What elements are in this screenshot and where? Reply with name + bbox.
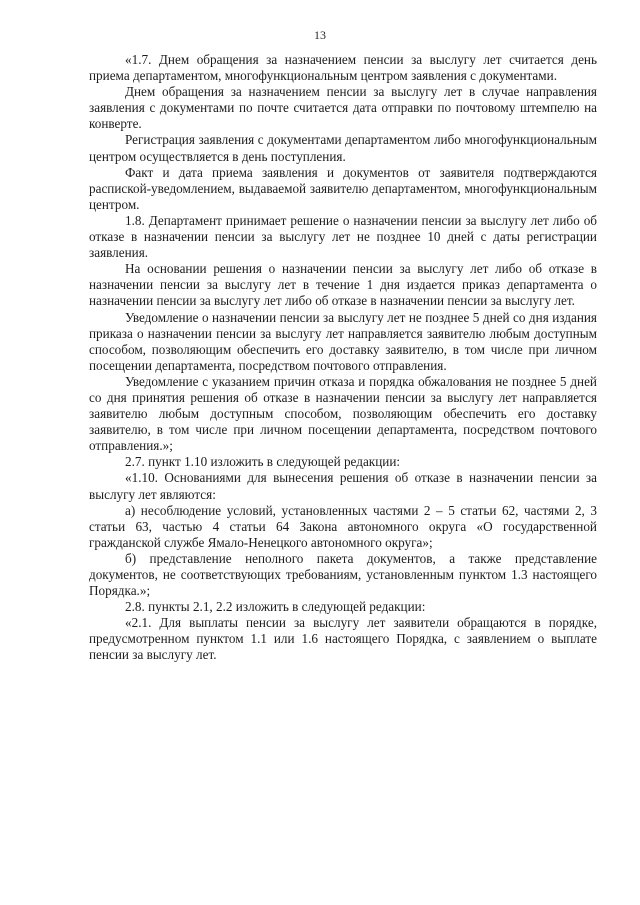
paragraph-grant-notification: Уведомление о назначении пенсии за выслугу лет не позднее 5 дней со дня издания приказа о назначении пенсии за выслугу лет направляется заявителю любым доступным способом, позволяющим обеспечить его доставку заявителю, в том числе при личном посещении департамента, посредством почтового отправления.	[89, 309, 597, 373]
paragraph-mail-submission-day: Днем обращения за назначением пенсии за выслугу лет в случае направления заявления с документами по почте считается дата отправки по почтовому штемпелю на конверте.	[89, 84, 597, 132]
paragraph-ground-b: б) представление неполного пакета документов, а также представление документов, не соответствующих требованиям, установленным пунктом 1.3 настоящего Порядка.»;	[89, 550, 597, 599]
paragraph-2-1-payment: «2.1. Для выплаты пенсии за выслугу лет заявители обращаются в порядке, предусмотренном пунктом 1.1 или 1.6 настоящего Порядка, с заявлением о выплате пенсии за выслугу лет.	[89, 615, 597, 663]
paragraph-order-issuance: На основании решения о назначении пенсии за выслугу лет либо об отказе в назначении пенсии за выслугу лет в течение 1 дня издается приказ департамента о назначении пенсии за выслугу лет либо об отказе в назначении пенсии за выслугу лет.	[89, 261, 597, 309]
paragraph-1-7-application-day: «1.7. Днем обращения за назначением пенсии за выслугу лет считается день приема департаментом, многофункциональным центром заявления с документами.	[89, 52, 597, 84]
paragraph-2-7-amendment: 2.7. пункт 1.10 изложить в следующей редакции:	[125, 454, 401, 470]
paragraph-2-8-amendment: 2.8. пункты 2.1, 2.2 изложить в следующей редакции:	[125, 599, 426, 615]
paragraph-1-10-refusal-grounds: «1.10. Основаниями для вынесения решения об отказе в назначении пенсии за выслугу лет являются:	[89, 470, 597, 502]
document-body	[89, 52, 597, 664]
paragraph-receipt-notice: Факт и дата приема заявления и документов от заявителя подтверждаются распиской-уведомлением, выдаваемой заявителю департаментом, многофункциональным центром.	[89, 164, 597, 212]
paragraph-ground-a: а) несоблюдение условий, установленных частями 2 – 5 статьи 62, частями 2, 3 статьи 63, частью 4 статьи 64 Закона автономного округа «О государственной гражданской службе Ямало-Ненецкого автономного округа»;	[89, 502, 597, 550]
paragraph-refusal-notification: Уведомление с указанием причин отказа и порядка обжалования не позднее 5 дней со дня принятия решения об отказе в назначении пенсии за выслугу лет направляется заявителю любым доступным способом, позволяющим обеспечить его доставку заявителю, в том числе при личном посещении департамента, посредством почтового отправления.»;	[89, 373, 597, 454]
paragraph-1-8-decision: 1.8. Департамент принимает решение о назначении пенсии за выслугу лет либо об отказе в назначении пенсии за выслугу лет не позднее 10 дней с даты регистрации заявления.	[89, 212, 597, 261]
page-number: 13	[314, 28, 326, 42]
paragraph-registration: Регистрация заявления с документами департаментом либо многофункциональным центром осуществляется в день поступления.	[89, 132, 597, 164]
